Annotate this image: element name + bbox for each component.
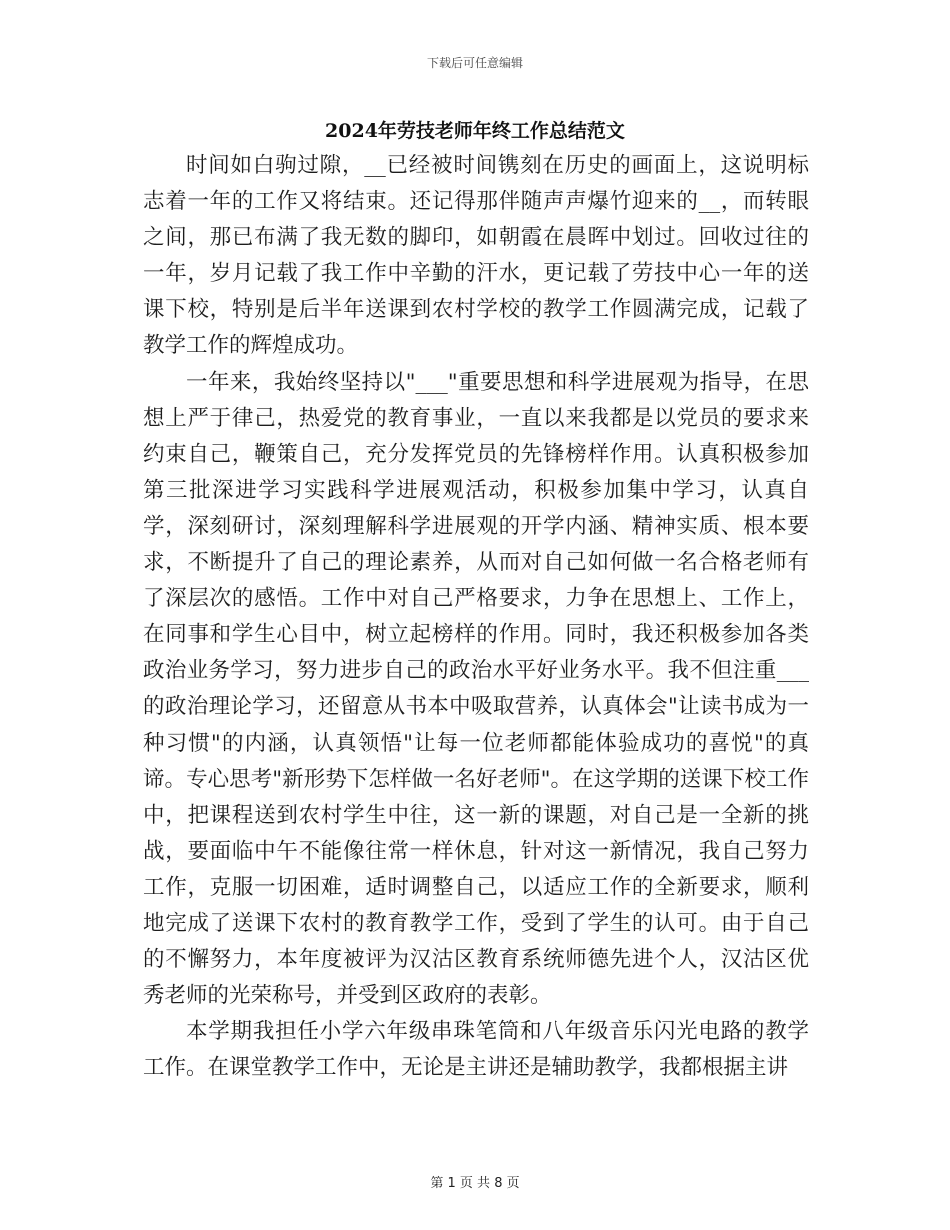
paragraph: 时间如白驹过隙，__已经被时间镌刻在历史的画面上，这说明标志着一年的工作又将结束。还记得那伴随声声爆竹迎来的__，而转眼之间，那已布满了我无数的脚印，如朝霞在晨晖中划过。回收过往的一年，岁月记载了我工作中辛勤的汗水，更记载了劳技中心一年的送课下校，特别是后半年送课到农村学校的教学工作圆满完成，记载了教学工作的辉煌成功。: [143, 153, 809, 359]
document-title: 2024年劳技老师年终工作总结范文: [325, 120, 625, 142]
paragraph: 本学期我担任小学六年级串珠笔筒和八年级音乐闪光电路的教学工作。在课堂教学工作中，无论是主讲还是辅助教学，我都根据主讲: [143, 1019, 809, 1081]
page-footer-number: 第 1 页 共 8 页: [430, 1176, 520, 1191]
page-header-note: 下载后可任意编辑: [426, 56, 523, 70]
paragraph: 一年来，我始终坚持以"___"重要思想和科学进展观为指导，在思想上严于律己，热爱党的教育事业，一直以来我都是以党员的要求来约束自己，鞭策自己，充分发挥党员的先锋榜样作用。认真积极参加第三批深进学习实践科学进展观活动，积极参加集中学习，认真自学，深刻研讨，深刻理解科学进展观的开学内涵、精神实质、根本要求，不断提升了自己的理论素养，从而对自己如何做一名合格老师有了深层次的感悟。工作中对自己严格要求，力争在思想上、工作上，在同事和学生心目中，树立起榜样的作用。同时，我还积极参加各类政治业务学习，努力进步自己的政治水平好业务水平。我不但注重___的政治理论学习，还留意从书本中吸取营养，认真体会"让读书成为一种习惯"的内涵，认真领悟"让每一位老师都能体验成功的喜悦"的真谛。专心思考"新形势下怎样做一名好老师"。在这学期的送课下校工作中，把课程送到农村学生中往，这一新的课题，对自己是一全新的挑战，要面临中午不能像往常一样休息，针对这一新情况，我自己努力工作，克服一切困难，适时调整自己，以适应工作的全新要求，顺利地完成了送课下农村的教育教学工作，受到了学生的认可。由于自己的不懈努力，本年度被评为汉沽区教育系统师德先进个人，汉沽区优秀老师的光荣称号，并受到区政府的表彰。: [143, 369, 809, 1009]
document-body: [143, 148, 809, 1086]
